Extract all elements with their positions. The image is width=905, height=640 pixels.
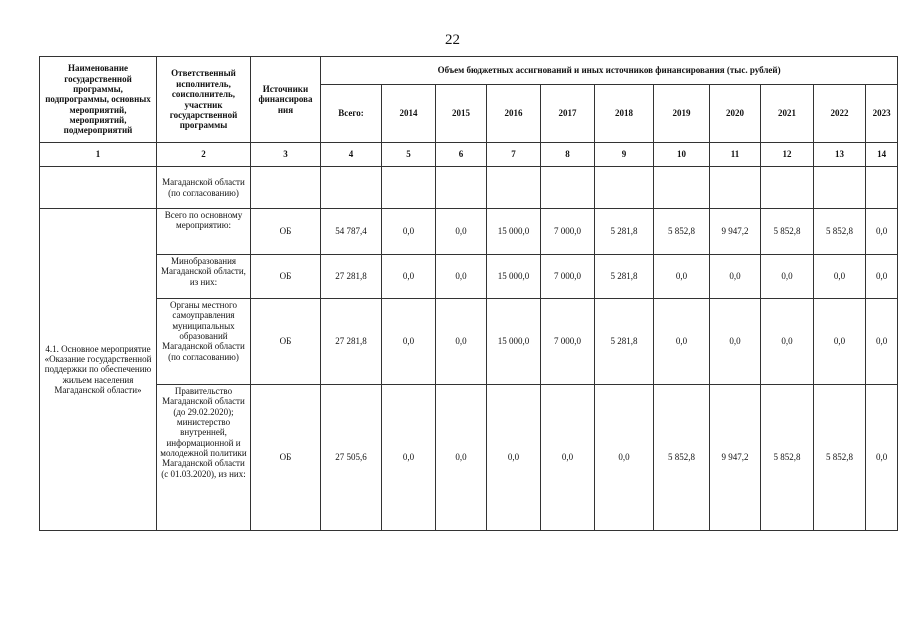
column-number: 7 [487,143,541,167]
header-year: 2021 [761,85,814,143]
value-cell: 9 947,2 [710,209,761,255]
empty-cell [595,167,654,209]
value-cell: 0,0 [761,299,814,385]
value-cell: 7 000,0 [541,299,595,385]
column-number: 4 [321,143,382,167]
column-number: 2 [157,143,251,167]
executor-cell: Магаданской области (по согласованию) [157,167,251,209]
header-year: 2018 [595,85,654,143]
value-cell: 0,0 [382,209,436,255]
value-cell: 0,0 [710,255,761,299]
value-cell: 5 281,8 [595,209,654,255]
value-cell: 5 852,8 [761,385,814,531]
executor-cell: Минобразования Магаданской области, из них: [157,255,251,299]
value-cell: 0,0 [436,255,487,299]
table-row [40,255,898,299]
header-year: 2017 [541,85,595,143]
column-number: 13 [814,143,866,167]
value-cell: 15 000,0 [487,299,541,385]
value-cell: 0,0 [382,255,436,299]
empty-cell [487,167,541,209]
value-cell: 0,0 [595,385,654,531]
column-number: 12 [761,143,814,167]
value-cell: 0,0 [761,255,814,299]
table-row [40,209,898,255]
value-cell: 15 000,0 [487,255,541,299]
executor-cell: Правительство Магаданской области (до 29.02.2020); министерство внутренней, информационной и молодежной политики Магаданской области (с 01.03.2020), из них: [157,385,251,531]
value-cell: 0,0 [382,385,436,531]
value-cell: 0,0 [487,385,541,531]
column-number: 10 [654,143,710,167]
header-year: 2014 [382,85,436,143]
header-total: Всего: [321,85,382,143]
total-cell: 27 505,6 [321,385,382,531]
value-cell: 5 852,8 [654,385,710,531]
continuation-row [40,167,898,209]
empty-cell [866,167,898,209]
header-row-top [40,57,898,85]
column-number: 9 [595,143,654,167]
source-cell: ОБ [251,385,321,531]
header-year: 2019 [654,85,710,143]
header-source: Источники финансирова ния [251,57,321,143]
column-number: 3 [251,143,321,167]
total-cell: 54 787,4 [321,209,382,255]
value-cell: 0,0 [541,385,595,531]
budget-table [39,56,898,531]
header-executor: Ответственный исполнитель, соисполнитель, участник государственной программы [157,57,251,143]
column-number: 8 [541,143,595,167]
executor-cell: Всего по основному мероприятию: [157,209,251,255]
empty-cell [814,167,866,209]
header-name: Наименование государственной программы, подпрограммы, основных мероприятий, мероприятий, подмероприятий [40,57,157,143]
value-cell: 0,0 [866,299,898,385]
header-year: 2023 [866,85,898,143]
source-cell: ОБ [251,209,321,255]
column-number: 14 [866,143,898,167]
column-number: 11 [710,143,761,167]
value-cell: 0,0 [814,255,866,299]
empty-cell [436,167,487,209]
header-year: 2015 [436,85,487,143]
executor-cell: Органы местного самоуправления муниципальных образований Магаданской области (по согласованию) [157,299,251,385]
header-year: 2016 [487,85,541,143]
empty-cell [382,167,436,209]
value-cell: 5 852,8 [814,385,866,531]
empty-cell [761,167,814,209]
header-year: 2020 [710,85,761,143]
value-cell: 0,0 [436,209,487,255]
empty-cell [541,167,595,209]
column-number: 5 [382,143,436,167]
value-cell: 5 852,8 [654,209,710,255]
empty-cell [40,167,157,209]
value-cell: 0,0 [654,255,710,299]
empty-cell [251,167,321,209]
empty-cell [710,167,761,209]
page-number: 22 [445,32,460,48]
empty-cell [321,167,382,209]
value-cell: 7 000,0 [541,209,595,255]
value-cell: 0,0 [436,299,487,385]
value-cell: 5 852,8 [814,209,866,255]
value-cell: 7 000,0 [541,255,595,299]
header-volume: Объем бюджетных ассигнований и иных источников финансирования (тыс. рублей) [321,57,898,85]
measure-name: 4.1. Основное мероприятие «Оказание государственной поддержки по обеспечению жильем населения Магаданской области» [40,209,157,531]
total-cell: 27 281,8 [321,255,382,299]
value-cell: 15 000,0 [487,209,541,255]
column-number: 1 [40,143,157,167]
source-cell: ОБ [251,255,321,299]
column-number: 6 [436,143,487,167]
value-cell: 5 281,8 [595,255,654,299]
table-row [40,385,898,531]
value-cell: 0,0 [436,385,487,531]
value-cell: 5 281,8 [595,299,654,385]
column-number-row [40,143,898,167]
value-cell: 0,0 [382,299,436,385]
header-year: 2022 [814,85,866,143]
value-cell: 0,0 [710,299,761,385]
table-row [40,299,898,385]
value-cell: 5 852,8 [761,209,814,255]
empty-cell [654,167,710,209]
value-cell: 0,0 [814,299,866,385]
value-cell: 0,0 [866,385,898,531]
total-cell: 27 281,8 [321,299,382,385]
value-cell: 9 947,2 [710,385,761,531]
value-cell: 0,0 [866,255,898,299]
source-cell: ОБ [251,299,321,385]
value-cell: 0,0 [654,299,710,385]
value-cell: 0,0 [866,209,898,255]
